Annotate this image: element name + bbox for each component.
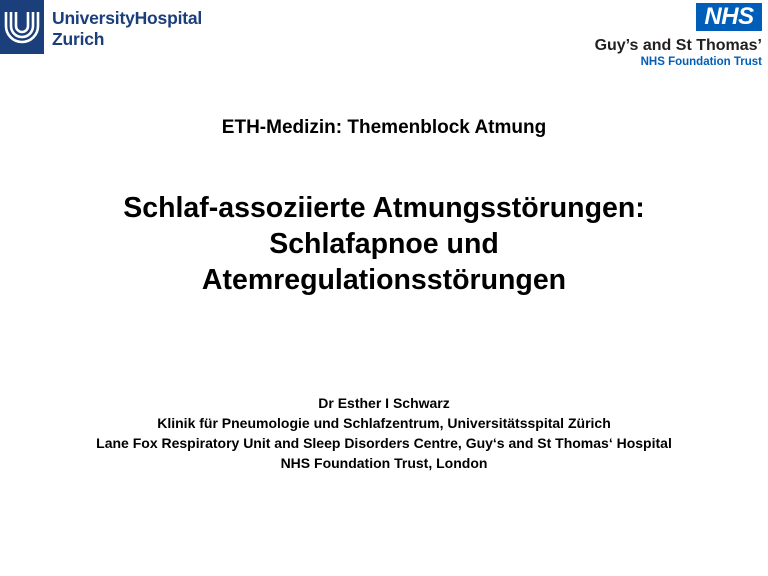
- usz-wordmark: [52, 8, 202, 50]
- author-name: Dr Esther I Schwarz: [318, 395, 450, 411]
- usz-name-line2: Zurich: [52, 29, 105, 49]
- block-title: ETH-Medizin: Themenblock Atmung: [221, 117, 547, 138]
- usz-wave-logo-icon: [0, 0, 44, 54]
- title-line: Schlaf-assoziierte Atmungsstörungen:: [123, 192, 645, 224]
- affiliation-line: Klinik für Pneumologie und Schlafzentrum, Universitätsspital Zürich: [157, 415, 611, 431]
- trust-name: Guy’s and St Thomas’: [594, 37, 762, 54]
- affiliation-line: NHS Foundation Trust, London: [280, 455, 488, 471]
- affiliation-line: Lane Fox Respiratory Unit and Sleep Disorders Centre, Guy‘s and St Thomas‘ Hospital: [96, 435, 672, 451]
- title-line: Schlafapnoe und: [269, 228, 499, 260]
- slide-title: [0, 190, 768, 298]
- usz-logo: [0, 0, 230, 60]
- usz-name-line1: UniversityHospital: [52, 8, 203, 28]
- author-block: [0, 393, 768, 473]
- nhs-logo: [504, 0, 764, 72]
- title-line: Atemregulationsstörungen: [201, 264, 567, 296]
- nhs-badge: NHS: [696, 3, 762, 31]
- trust-subtitle: NHS Foundation Trust: [640, 56, 762, 68]
